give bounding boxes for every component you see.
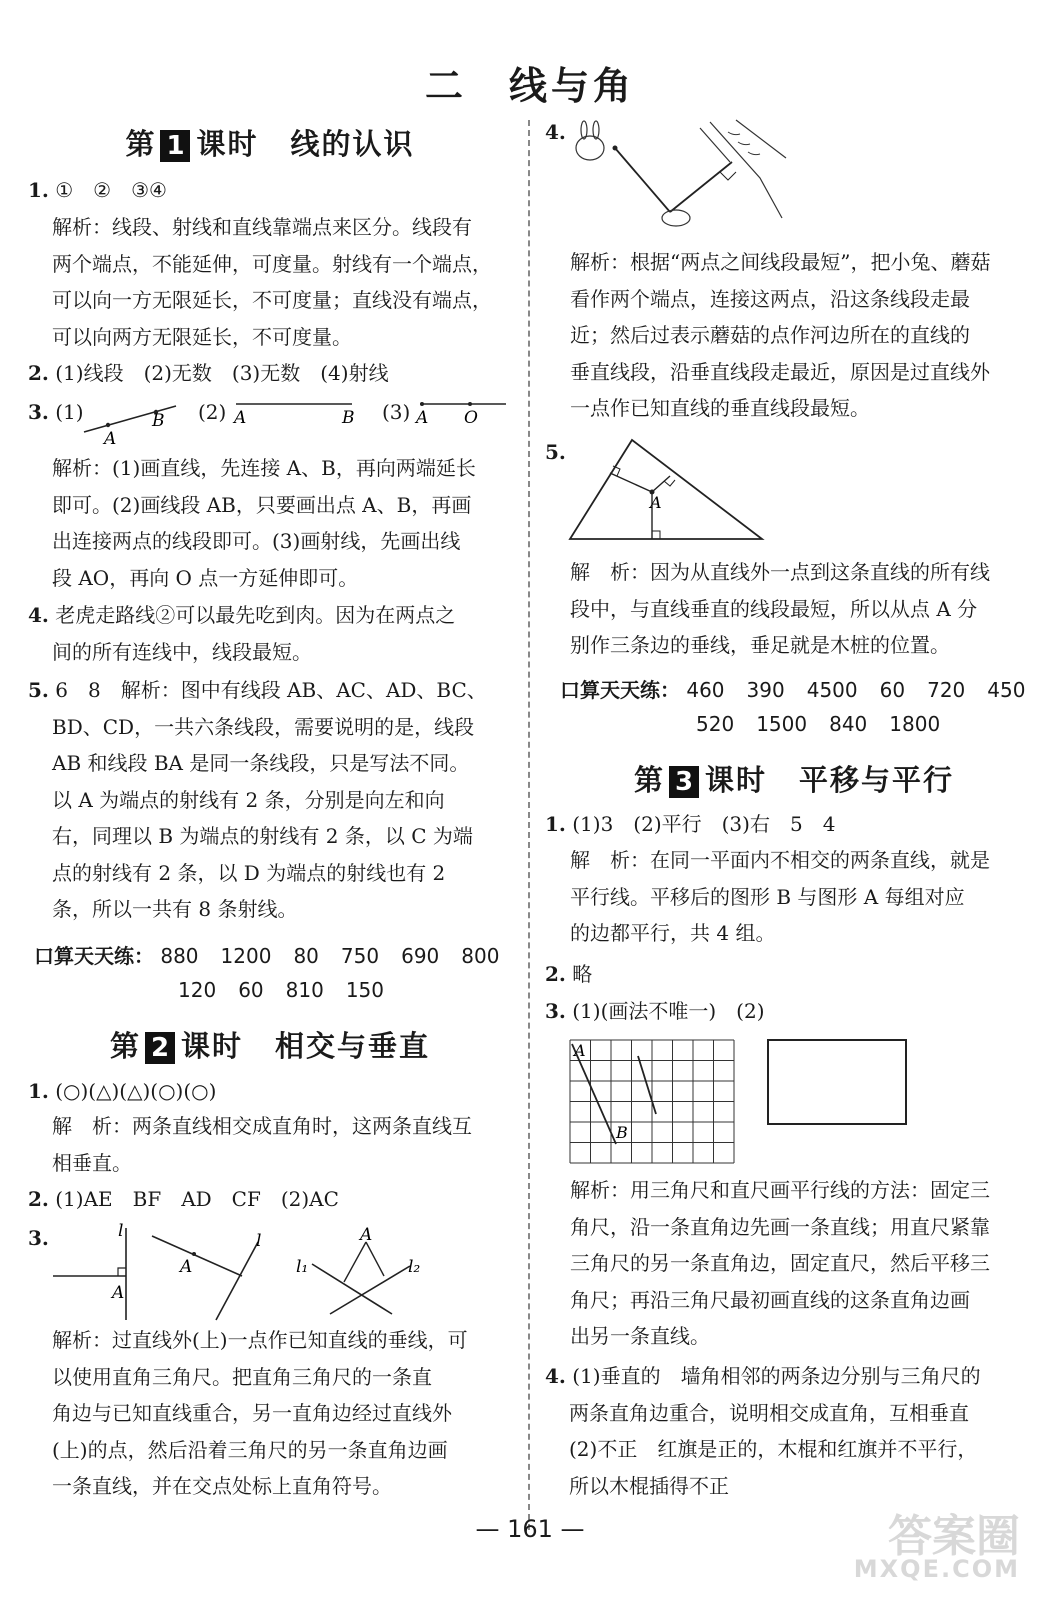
l2-q5-explanation [570,554,990,664]
explanation-line: 出连接两点的线段即可。(3)画射线，先画出线 [52,529,461,553]
explanation-line: 解 析：两条直线相交成直角时，这两条直线互 [52,1114,472,1138]
explanation-line: 两个端点，不能延伸，可度量。射线有一个端点， [52,251,492,276]
lesson2-heading [20,1024,520,1065]
answer-text: 条，所以一共有 8 条射线。 [52,897,298,921]
point-label: A [574,1041,586,1060]
l3-q3-explanation [570,1172,990,1355]
point-label: A [104,429,117,446]
kousuan-value: 80 [293,944,319,968]
kousuan-label: 口算天天练： [560,678,680,702]
explanation-line: 解析：(1)画直线，先连接 A、B，再向两端延长 [52,456,476,480]
l3-q4 [545,1358,981,1504]
l2-q3 [28,1220,49,1257]
explanation-line: 段 AO，再向 O 点一方延伸即可。 [52,565,359,590]
l2-kousuan-row2 [696,712,962,736]
kousuan-value: 120 [178,978,217,1002]
l3-q3-figures [568,1036,918,1166]
explanation-line: 可以向两方无限延长，不可度量。 [52,324,352,349]
lesson1-heading [20,122,520,163]
explanation-line: 可以向一方无限延长，不可度量；直线没有端点， [52,288,492,312]
l2-q4-explanation [570,244,990,427]
l1-q3 [28,394,84,431]
question-number: 2. [28,1187,49,1211]
explanation-line: 一点作已知直线的垂直线段最短。 [570,396,870,420]
question-number: 4. [545,1364,566,1388]
kousuan-value: 390 [746,678,785,702]
lesson-topic: 线的认识 [290,127,415,161]
explanation-line: 解 析：在同一平面内不相交的两条直线，就是 [570,848,990,872]
line-label: l [118,1222,124,1241]
answer-text: (2)不正 红旗是正的，木棍和红旗并不平行， [569,1437,978,1461]
kousuan-value: 520 [696,712,735,736]
explanation-line: 解析：过直线外(上)一点作已知直线的垂线，可 [52,1328,468,1352]
l3-q1 [545,806,835,843]
l2-q5 [545,434,566,471]
kousuan-value: 150 [345,978,385,1002]
answer-text: (1)3 (2)平行 (3)右 5 4 [572,812,836,836]
column-divider [528,120,530,1530]
explanation-line: 解析：根据“两点之间线段最短”，把小兔、蘑菇 [570,250,991,274]
point-label: O [464,408,478,428]
kousuan-value: 750 [340,944,380,968]
question-number: 5. [545,440,566,464]
question-number: 5. [28,678,49,702]
explanation-line: 看作两个端点，连接这两点，沿这条线段走最 [570,286,970,311]
lesson-label: 课时 [180,1029,243,1063]
point-label: A [234,408,247,428]
lesson-label: 课时 [704,763,767,797]
explanation-line: 近；然后过表示蘑菇的点作河边所在的直线的 [570,323,970,347]
kousuan-value: 450 [987,678,1026,702]
part-label: (1) [55,400,84,424]
kousuan-value: 60 [879,678,906,702]
answer-text: 点的射线有 2 条，以 D 为端点的射线也有 2 [52,860,446,885]
l2-q4-figure [560,118,790,228]
l2-q1 [28,1073,216,1110]
l1-q1-explanation [52,209,492,355]
l3-q2 [545,956,592,993]
question-number: 3. [545,999,566,1023]
point-label: A [180,1257,193,1277]
question-number: 3. [28,1226,49,1250]
l1-q1 [28,172,167,209]
kousuan-value: 1200 [220,944,272,968]
explanation-line: 角尺，沿一条直角边先画一条直线；用直尺紧靠 [570,1214,990,1239]
kousuan-value: 1800 [889,712,941,736]
part-label: (3) [382,400,411,424]
explanation-line: 解析：线段、射线和直线靠端点来区分。线段有 [52,215,472,239]
lesson-topic: 平移与平行 [799,763,955,797]
answer-text: AB 和线段 BA 是同一条线段，只是写法不同。 [52,751,470,775]
l3-q3 [545,993,765,1030]
point-label: B [616,1123,628,1142]
answer-text: 所以木棍插得不正 [569,1473,729,1498]
l1-q4 [28,597,455,670]
l2-kousuan-row1 [560,674,1025,703]
answer-text: (1)AE BF AD CF (2)AC [55,1187,339,1211]
l2-q3-figures [48,1222,488,1322]
answer-text: (1)(画法不唯一) (2) [572,999,765,1023]
watermark-url: MXQE.COM [853,1555,1020,1583]
explanation-line: 即可。(2)画线段 AB，只要画出点 A、B，再画 [52,492,472,517]
point-label: A [650,493,662,512]
point-label: B [152,411,165,431]
answer-text: 6 8 解析：图中有线段 AB、AC、AD、BC、 [55,678,487,702]
lesson-label: 课时 [196,127,259,161]
answer-text: (1)垂直的 墙角相邻的两条边分别与三角尺的 [572,1364,981,1388]
lesson-prefix: 第 [109,1029,139,1063]
kousuan-value: 60 [238,978,264,1002]
lesson-prefix: 第 [633,763,663,797]
rectangle-answer [768,1040,906,1124]
question-number: 4. [28,603,49,627]
kousuan-value: 4500 [806,678,858,702]
question-number: 1. [28,178,49,202]
watermark-logo: 答案圈 [888,1511,1020,1562]
answer-text: 老虎走路线②可以最先吃到肉。因为在两点之 [55,603,456,627]
kousuan-value: 460 [686,678,725,702]
answer-text: (○)(△)(△)(○)(○) [55,1079,217,1103]
lesson-number-badge: 1 [160,130,190,162]
explanation-line: 解 析：因为从直线外一点到这条直线的所有线 [570,560,990,584]
explanation-line: 平行线。平移后的图形 B 与图形 A 每组对应 [570,884,965,909]
page-title: 二 线与角 [424,64,635,108]
l2-q3-explanation [52,1322,468,1505]
l1-q5 [28,672,487,928]
kousuan-value: 810 [285,978,324,1002]
explanation-line: 解析：用三角尺和直尺画平行线的方法：固定三 [570,1178,990,1202]
rabbit-icon [576,121,604,160]
answer-text: BD、CD，一共六条线段，需要说明的是，线段 [52,714,475,739]
kousuan-label: 口算天天练： [34,944,154,968]
answer-text: 右，同理以 B 为端点的射线有 2 条，以 C 为端 [52,824,473,848]
kousuan-value: 1500 [756,712,808,736]
explanation-line: 的边都平行，共 4 组。 [570,921,776,945]
part-label: (2) [198,400,227,424]
explanation-line: (上)的点，然后沿着三角尺的另一条直角边画 [52,1437,448,1462]
explanation-line: 相垂直。 [52,1150,132,1175]
kousuan-value: 880 [160,944,199,968]
explanation-line: 段中，与直线垂直的线段最短，所以从点 A 分 [570,596,978,621]
answer-text: 两条直角边重合，说明相交成直角，互相垂直 [569,1400,969,1425]
question-number: 3. [28,400,49,424]
point-label: A [360,1225,373,1245]
explanation-line: 三角尺的另一条直角边，固定直尺，然后平移三 [570,1251,990,1275]
river-icon [700,120,786,218]
explanation-line: 一条直线，并在交点处标上直角符号。 [52,1474,392,1498]
question-number: 1. [545,812,566,836]
explanation-line: 角边与已知直线重合，另一直角边经过直线外 [52,1401,452,1425]
l2-q5-triangle [566,436,766,546]
l2-q1-explanation [52,1108,472,1181]
kousuan-value: 720 [927,678,966,702]
lesson-number-badge: 2 [145,1032,175,1064]
answer-text: 略 [572,962,593,986]
lesson-number-badge: 3 [669,766,699,798]
explanation-line: 出另一条直线。 [570,1324,710,1348]
point-label: A [416,408,429,428]
l1-q3-figures [80,396,520,446]
kousuan-value: 690 [401,944,440,968]
l1-kousuan-row2 [178,978,406,1002]
lesson-topic: 相交与垂直 [275,1029,431,1063]
question-number: 2. [28,361,49,385]
answer-text: 以 A 为端点的射线有 2 条，分别是向左和向 [52,787,445,812]
l1-kousuan-row1 [34,940,521,969]
mushroom-icon [662,210,690,226]
explanation-line: 别作三条边的垂线，垂足就是木桩的位置。 [570,633,950,657]
lesson-prefix: 第 [125,127,155,161]
line-label: l₂ [408,1257,421,1277]
page-number: — 161 — [475,1515,585,1543]
question-number: 4. [545,120,566,144]
point-label: A [112,1283,125,1303]
answer-text: ① ② ③④ [55,178,167,202]
lesson3-heading [544,758,1044,799]
explanation-line: 以使用直角三角尺。把直角三角尺的一条直 [52,1364,432,1389]
answer-text: 间的所有连线中，线段最短。 [52,639,312,664]
l2-q2 [28,1181,339,1218]
line-label: l [256,1231,262,1251]
explanation-line: 垂直线段，沿垂直线段走最近，原因是过直线外 [570,359,990,384]
explanation-line: 角尺；再沿三角尺最初画直线的这条直角边画 [570,1287,970,1312]
l1-q3-explanation [52,450,476,596]
question-number: 1. [28,1079,49,1103]
l1-q2 [28,355,389,392]
line-label: l₁ [296,1257,309,1277]
l3-q1-explanation [570,842,990,952]
kousuan-value: 840 [829,712,868,736]
question-number: 2. [545,962,566,986]
kousuan-value: 800 [461,944,500,968]
point-label: B [342,408,355,428]
answer-text: (1)线段 (2)无数 (3)无数 (4)射线 [55,361,389,385]
